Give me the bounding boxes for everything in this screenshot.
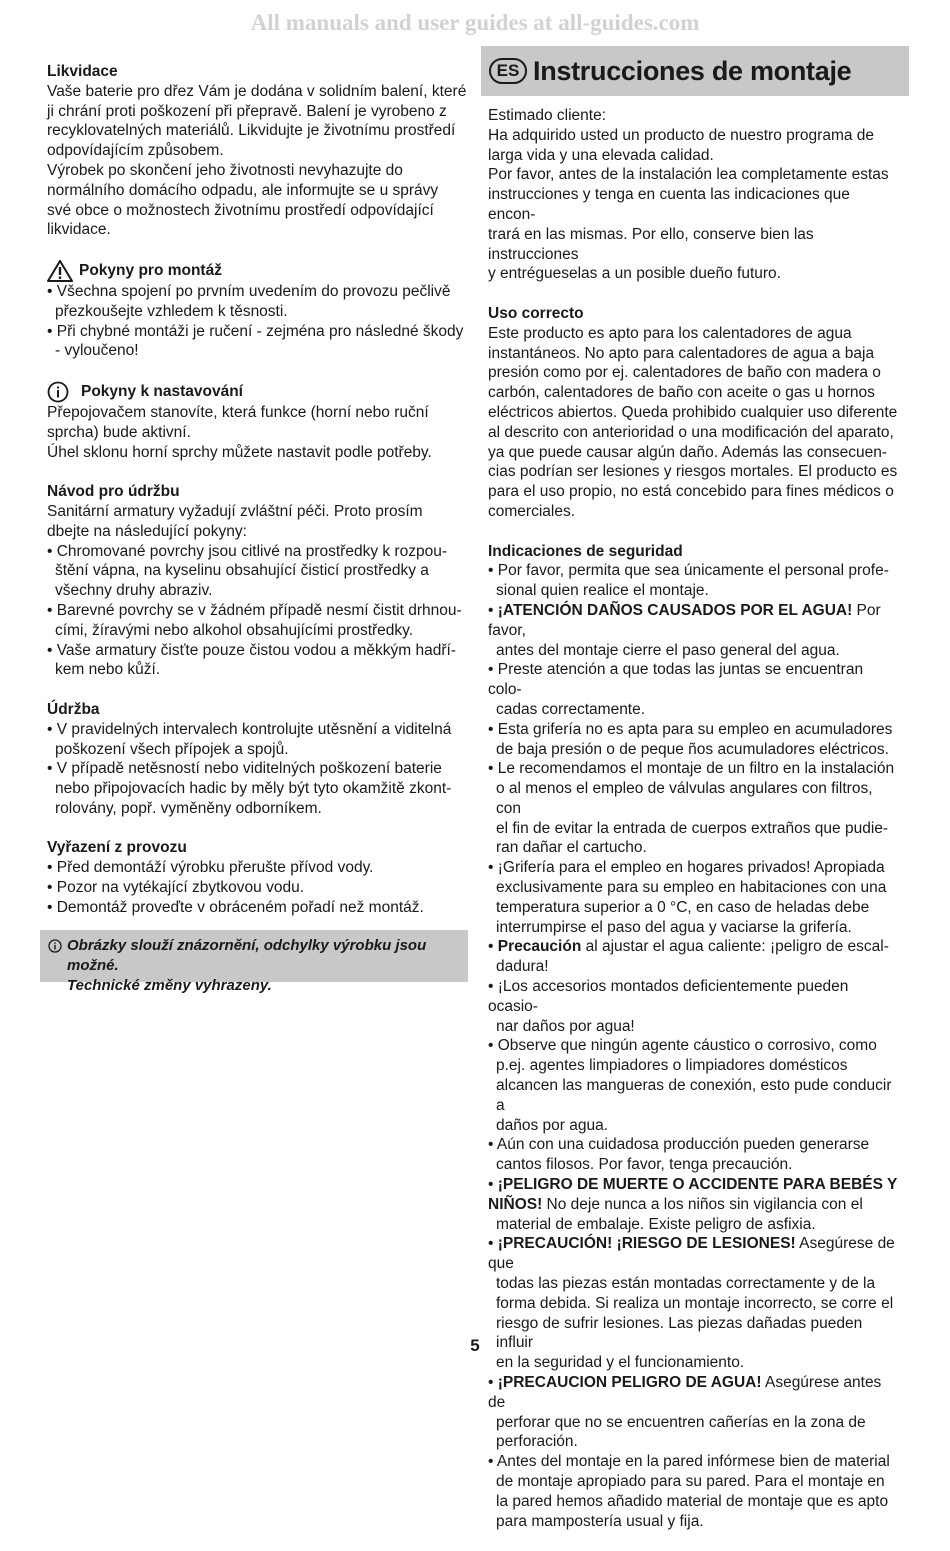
seguridad-item-line: material de embalaje. Existe peligro de asfixia. <box>496 1215 816 1233</box>
seguridad-item-emphasis: ¡ATENCIÓN DAÑOS CAUSADOS POR EL AGUA! <box>497 601 853 619</box>
montaz-item <box>47 322 467 362</box>
uso-line: instantáneos. No apto para calentadores de agua a baja <box>488 344 875 362</box>
seguridad-item-line: daños por agua. <box>496 1116 609 1134</box>
intro-line: instrucciones y tenga en cuenta las indicaciones que encon- <box>488 186 850 223</box>
likvidace-line: odpovídajícím způsobem. <box>47 142 224 160</box>
udrzba-item-line: • V pravidelných intervalech kontrolujte utěsnění a viditelná <box>47 720 452 738</box>
seguridad-item-line: forma debida. Si realiza un montaje incorrecto, se corre el <box>496 1294 894 1312</box>
seguridad-item-line: cantos filosos. Por favor, tenga precaución. <box>496 1156 793 1174</box>
uso-line: para el uso propio, no está concebido para fines médicos o <box>488 483 894 501</box>
warning-icon <box>47 260 73 282</box>
uso-line: eléctricos abiertos. Queda prohibido cualquier uso diferente <box>488 403 898 421</box>
navod-item-line: všechny druhy abraziv. <box>55 582 213 600</box>
seguridad-item-line: • ¡PRECAUCION PELIGRO DE AGUA! Asegúrese antes de <box>488 1374 882 1411</box>
section-vyrazeni <box>47 838 467 917</box>
heading-udrzba: Údržba <box>47 700 100 718</box>
seguridad-item-line: • ¡PELIGRO DE MUERTE O ACCIDENTE PARA BEBÉS Y NIÑOS! No deje nunca a los niños sin vigilancia con el <box>488 1176 898 1213</box>
seguridad-item-line: el fin de evitar la entrada de cuerpos extraños que pudie- <box>496 819 889 837</box>
seguridad-item-line: • Por favor, permita que sea únicamente el personal profe- <box>488 562 889 580</box>
seguridad-item-line: la pared hemos añadido material de montaje que es apto <box>496 1492 889 1510</box>
seguridad-item <box>488 660 900 719</box>
left-column <box>47 62 467 937</box>
seguridad-item-line: • Le recomendamos el montaje de un filtro en la instalación <box>488 760 895 778</box>
seguridad-item-line: interrumpirse el paso del agua y vaciarse la grifería. <box>496 918 852 936</box>
navod-item <box>47 641 467 681</box>
vyrazeni-item <box>47 858 467 878</box>
seguridad-item-line: • ¡Los accesorios montados deficientemente pueden ocasio- <box>488 978 849 1015</box>
seguridad-item <box>488 1135 900 1175</box>
seguridad-item-line: exclusivamente para su empleo en habitaciones con una <box>496 879 887 897</box>
udrzba-item-line: • V případě netěsností nebo viditelných poškození baterie <box>47 760 442 778</box>
seguridad-item <box>488 1452 900 1531</box>
seguridad-item-emphasis: Precaución <box>497 938 582 956</box>
uso-line: presión como por ej. calentadores de baño con madera o <box>488 364 881 382</box>
navod-item-line: kem nebo kůží. <box>55 661 161 679</box>
nastavovani-line: Přepojovačem stanovíte, která funkce (horní nebo ruční <box>47 403 429 421</box>
disclaimer-note <box>40 930 468 994</box>
heading-montaz: Pokyny pro montáž <box>79 262 222 280</box>
seguridad-item <box>488 759 900 858</box>
right-column <box>488 106 900 1551</box>
seguridad-item-line: • ¡Grifería para el empleo en hogares privados! Apropiada <box>488 859 885 877</box>
seguridad-item-line: • Observe que ningún agente cáustico o corrosivo, como <box>488 1037 877 1055</box>
udrzba-item-line: rolovány, popř. vyměněny odborníkem. <box>55 799 322 817</box>
seguridad-item-line: • Precaución al ajustar el agua caliente: ¡peligro de escal- <box>488 938 889 956</box>
seguridad-item-line: cadas correctamente. <box>496 700 646 718</box>
navod-line: Sanitární armatury vyžadují zvláštní péči. Proto prosím <box>47 502 423 520</box>
heading-nastavovani: Pokyny k nastavování <box>81 383 243 401</box>
section-montaz <box>47 260 467 361</box>
vyrazeni-item <box>47 878 467 898</box>
seguridad-item-line: • ¡PRECAUCIÓN! ¡RIESGO DE LESIONES! Asegúrese de que <box>488 1235 895 1273</box>
montaz-item-line: • Všechna spojení po prvním uvedením do provozu pečlivě <box>47 282 451 300</box>
navod-item-line: • Chromované povrchy jsou citlivé na prostředky k rozpou- <box>47 542 447 560</box>
nastavovani-line: Úhel sklonu horní sprchy můžete nastavit podle potřeby. <box>47 443 432 461</box>
seguridad-item-line: ran dañar el cartucho. <box>496 839 647 857</box>
section-navod <box>47 482 467 680</box>
vyrazeni-item-line: • Pozor na vytékající zbytkovou vodu. <box>47 879 304 897</box>
vyrazeni-item-line: • Demontáž proveďte v obráceném pořadí než montáž. <box>47 898 424 916</box>
montaz-list <box>47 282 467 361</box>
seguridad-item <box>488 561 900 601</box>
uso-line: carbón, calentadores de baño con aceite o gas u hornos <box>488 384 875 402</box>
seguridad-item-line: riesgo de sufrir lesiones. Las piezas dañadas pueden influir <box>496 1314 863 1352</box>
seguridad-item-emphasis: ¡PELIGRO DE MUERTE O ACCIDENTE PARA BEBÉS Y NIÑOS! <box>488 1176 898 1213</box>
seguridad-item <box>488 1373 900 1452</box>
info-icon <box>47 381 69 403</box>
vyrazeni-item-line: • Před demontáží výrobku přerušte přívod vody. <box>47 859 374 877</box>
uso-line: Este producto es apto para los calentadores de agua <box>488 324 852 342</box>
seguridad-item-line: • Preste atención a que todas las juntas se encuentran colo- <box>488 661 864 699</box>
disclaimer-line-1: Obrázky slouží znázornění, odchylky výrobku jsou možné. <box>67 937 427 974</box>
heading-seguridad: Indicaciones de seguridad <box>488 542 683 560</box>
intro-line: larga vida y una elevada calidad. <box>488 146 714 164</box>
intro-line: Estimado cliente: <box>488 107 607 124</box>
info-icon <box>48 939 62 953</box>
montaz-item <box>47 282 467 322</box>
navod-text <box>47 502 467 542</box>
seguridad-item <box>488 720 900 760</box>
heading-row-nastavovani <box>47 381 467 403</box>
heading-row-montaz <box>47 260 467 282</box>
uso-line: comerciales. <box>488 502 575 520</box>
seguridad-item-line: en la seguridad y el funcionamiento. <box>496 1354 745 1372</box>
seguridad-item-line: temperatura superior a 0 °C, en caso de heladas debe <box>496 898 870 916</box>
seguridad-item <box>488 1036 900 1135</box>
seguridad-item-line: nar daños por agua! <box>496 1017 635 1035</box>
language-badge: ES <box>489 58 527 84</box>
seguridad-item-line: antes del montaje cierre el paso general del agua. <box>496 641 840 659</box>
spanish-section-title: Instrucciones de montaje <box>533 55 852 86</box>
section-uso <box>488 304 900 522</box>
intro-line: y entrégueselas a un posible dueño futuro. <box>488 265 781 283</box>
likvidace-line: recyklovatelných materiálů. Likvidujte je životnímu prostředí <box>47 122 456 140</box>
udrzba-item-line: poškození všech přípojek a spojů. <box>55 740 289 758</box>
likvidace-line: Výrobek po skončení jeho životnosti nevyhazujte do <box>47 161 403 179</box>
heading-navod: Návod pro údržbu <box>47 483 180 501</box>
intro-text <box>488 106 900 284</box>
seguridad-item-line: perforar que no se encuentren cañerías en la zona de <box>496 1413 866 1431</box>
uso-line: ya que puede causar algún daño. Además las consecuen- <box>488 443 887 461</box>
seguridad-list <box>488 561 900 1531</box>
seguridad-item-line: sional quien realice el montaje. <box>496 582 709 600</box>
vyrazeni-list <box>47 858 467 917</box>
navod-item <box>47 601 467 641</box>
intro-line: Ha adquirido usted un producto de nuestro programa de <box>488 126 875 144</box>
navod-item-line: cími, žíravými nebo alkohol obsahujícími prostředky. <box>55 621 414 639</box>
seguridad-item-line: de baja presión o de peque ños acumuladores eléctricos. <box>496 740 889 758</box>
section-seguridad <box>488 542 900 1532</box>
likvidace-line: ji chrání proti poškození při přepravě. Balení je vyrobeno z <box>47 102 447 120</box>
montaz-item-line: • Při chybné montáži je ručení - zejména pro následné škody <box>47 322 464 340</box>
section-nastavovani <box>47 381 467 462</box>
seguridad-item <box>488 601 900 660</box>
navod-line: dbejte na následující pokyny: <box>47 522 247 540</box>
seguridad-item <box>488 1175 900 1234</box>
seguridad-item-line: dadura! <box>496 958 549 976</box>
navod-list <box>47 542 467 681</box>
heading-vyrazeni: Vyřazení z provozu <box>47 839 187 857</box>
navod-item-line: • Barevné povrchy se v žádném případě nesmí čistit drhnou- <box>47 601 462 619</box>
vyrazeni-item <box>47 898 467 918</box>
seguridad-item-line: todas las piezas están montadas correctamente y de la <box>496 1275 876 1293</box>
intro-line: Por favor, antes de la instalación lea completamente estas <box>488 166 889 184</box>
seguridad-item-line: • ¡ATENCIÓN DAÑOS CAUSADOS POR EL AGUA! Por favor, <box>488 601 881 639</box>
seguridad-item-emphasis: ¡PRECAUCIÓN! ¡RIESGO DE LESIONES! <box>497 1235 796 1253</box>
uso-line: cias podrían ser lesiones y riesgos mortales. El producto es <box>488 463 898 481</box>
section-likvidace <box>47 62 467 240</box>
seguridad-item-line: para mampostería usual y fija. <box>496 1512 704 1530</box>
seguridad-item-emphasis: ¡PRECAUCION PELIGRO DE AGUA! <box>497 1374 762 1391</box>
likvidace-line: normálního domácího odpadu, ale informujte se u správy <box>47 181 439 199</box>
watermark: All manuals and user guides at all-guides.com <box>250 10 700 35</box>
seguridad-item-line: alcancen las mangueras de conexión, esto pude conducir a <box>496 1077 892 1114</box>
udrzba-item <box>47 720 467 760</box>
heading-likvidace: Likvidace <box>47 63 118 80</box>
seguridad-item-line: • Esta grifería no es apta para su empleo en acumuladores <box>488 720 893 738</box>
likvidace-line: své obce o možnostech životnímu prostředí odpovídající <box>47 201 434 219</box>
nastavovani-text <box>47 403 467 462</box>
seguridad-item <box>488 937 900 977</box>
uso-line: al descrito con anterioridad o una modificación del aparato, <box>488 423 894 441</box>
likvidace-line: likvidace. <box>47 221 111 239</box>
likvidace-line: Vaše baterie pro dřez Vám je dodána v solidním balení, které <box>47 82 467 100</box>
udrzba-item-line: nebo připojovacích hadic by měly být tyto okamžitě zkont- <box>55 780 452 798</box>
montaz-item-line: - vyloučeno! <box>55 342 139 360</box>
seguridad-item-line: de montaje apropiado para su pared. Para el montaje en <box>496 1472 885 1490</box>
uso-text <box>488 324 900 522</box>
section-udrzba <box>47 700 467 819</box>
intro-line: trará en las mismas. Por ello, conserve bien las instrucciones <box>488 225 814 263</box>
seguridad-item-line: o al menos el empleo de válvulas angulares con filtros, con <box>496 780 873 817</box>
seguridad-item-line: • Aún con una cuidadosa producción pueden generarse <box>488 1136 870 1154</box>
spanish-section-header <box>481 46 909 96</box>
navod-item-line: • Vaše armatury čisťte pouze čistou vodou a měkkým hadří- <box>47 641 456 659</box>
seguridad-item-line: perforación. <box>496 1433 578 1451</box>
udrzba-list <box>47 720 467 819</box>
disclaimer-line-2: Technické změny vyhrazeny. <box>67 977 272 994</box>
seguridad-item-line: p.ej. agentes limpiadores o limpiadores domésticos <box>496 1057 848 1075</box>
nastavovani-line: sprcha) bude aktivní. <box>47 423 191 441</box>
udrzba-item <box>47 759 467 818</box>
seguridad-item-line: • Antes del montaje en la pared infórmese bien de material <box>488 1453 890 1471</box>
navod-item-line: štění vápna, na kyselinu obsahující čisticí prostředky a <box>55 562 429 580</box>
navod-item <box>47 542 467 601</box>
page-number: 5 <box>470 1336 480 1355</box>
seguridad-item <box>488 977 900 1036</box>
heading-uso: Uso correcto <box>488 304 584 322</box>
seguridad-item <box>488 858 900 937</box>
likvidace-text <box>47 82 467 240</box>
montaz-item-line: přezkoušejte vzhledem k těsnosti. <box>55 302 288 320</box>
